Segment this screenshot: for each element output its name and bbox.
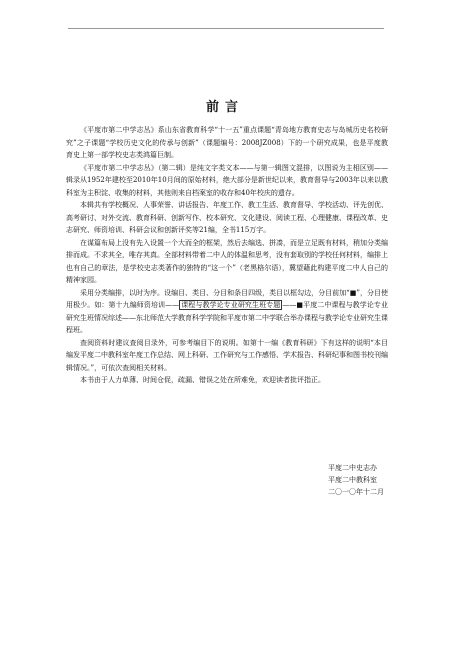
signature-office: 平度二中史志办 [328,464,377,472]
signature-dept: 平度二中教科室 [328,476,377,484]
paragraph-5 [66,287,388,337]
signature-block [328,462,384,498]
preface-body [66,124,388,387]
page-title: 前言 [205,100,244,115]
paragraph-7: 本书由于人力单薄、时间仓促，疏漏、错误之处在所难免，欢迎读者批评指正。 [80,376,325,384]
paragraph-5-tail: ——■平度二中课程与教学论专业研究生班情况综述——东北师范大学教育科学学院和平度市第二中学联合举办课程与教学论专业研究生课程班。 [66,301,389,334]
paragraph-2: 《平度市第二中学志丛》（第二辑）是纯文字类文本——与第一辑图文混排，以图说为主相区别——辑录从1952年建校至2010年10月间的原始材料，绝大部分是新世纪以来，教育督导与2003年以来以教科室为主积淀、收集的材料，其他则来自档案室的收存和40年校庆的遗存。 [66,163,388,197]
signature-date: 二〇一〇年十二月 [328,488,384,496]
paragraph-3: 本辑共有学校概况、人事荣誉、讲话报告、年度工作、教工生活、教育督导、学校活动、评先创优、高考研讨、对外交流、教育科研、创新写作、校本研究、文化建设、阅读工程、心理健康、课程改革、史志研究、师资培训、科研会议和创新评奖等21编，全书115万字。 [66,201,388,234]
paragraph-6: 查阅资料时建议查阅目录外，可参考编目下的说明。如第十一编《教育科研》下有这样的说明“本目编发平度二中教科室年度工作总结、网上科研、工作研究与工作感悟、学术报告、科研纪事和图书校刊编辑情况。”，可依次查阅相关材料。 [66,338,388,372]
header-rule [68,28,384,29]
paragraph-4: 在谋篇布局上没有先入设置一个大而全的框架，然后去编选、拼凑，而是立足既有材料，稍加分类编排而成。不求其全，唯存其真。全部材料带着二中人的体温和思考，没有套取别的学校任何材料，编排上也有自己的章法，是学校史志类著作的独特的“这一个”（老黑格尔语），冀望藉此构建平度二中人自己的精神家园。 [66,238,388,284]
boxed-category: 课程与教学论专业研究生班专题 [181,301,281,309]
paragraph-1: 《平度市第二中学志丛》系山东省教育科学“十一五”重点课题“青岛地方教育史志与岛城历史名校研究”之子课题“学校历史文化的传承与创新”（课题编号：2008JZ008）下的一个研究成果，也是平度教育史上第一部学校史志类鸿篇巨制。 [66,126,388,159]
paragraph-5-lead: 采用分类编排，以时为序。设编目、类目、分目和条目四级，类目以框勾边，分目前加“■”，分目使用极少。如：第十九编师资培训—— [66,288,388,309]
